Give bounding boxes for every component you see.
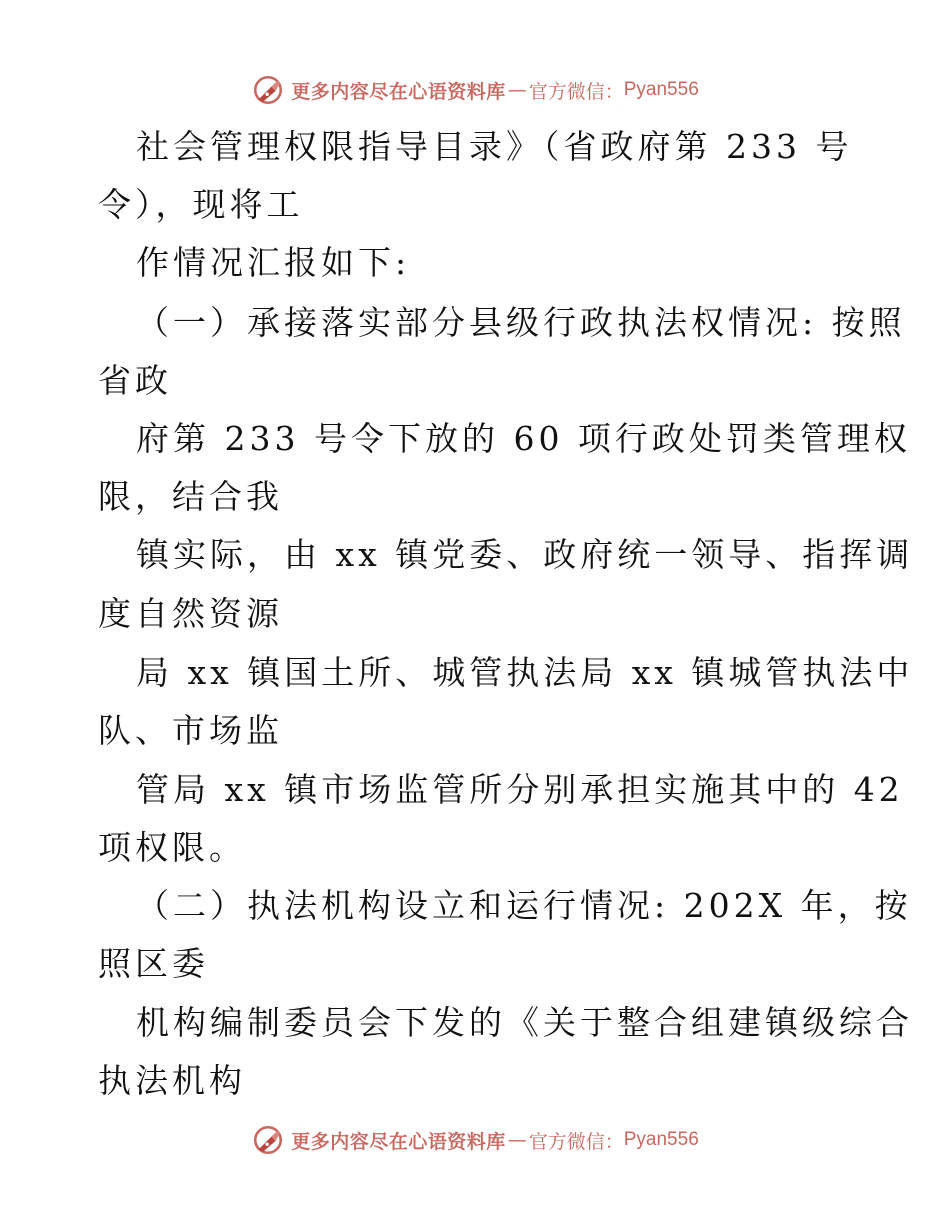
watermark-footer — [0, 1120, 950, 1160]
body-line: 队、市场监 — [98, 711, 283, 750]
watermark-header — [0, 70, 950, 110]
body-line: 镇实际，由 xx 镇党委、政府统一领导、指挥调 — [136, 535, 914, 574]
body-line: 限，结合我 — [98, 477, 283, 516]
body-line: 省政 — [98, 361, 172, 400]
pen-nib-logo-icon — [251, 73, 285, 107]
body-line: 机构编制委员会下发的《关于整合组建镇级综合 — [136, 1003, 913, 1042]
body-line: 令），现将工 — [98, 185, 304, 224]
body-line: 照区委 — [98, 944, 209, 983]
body-line: 府第 233 号令下放的 60 项行政处罚类管理权 — [136, 419, 911, 458]
body-line: 执法机构 — [98, 1061, 246, 1100]
watermark-separator: — — [507, 79, 527, 101]
watermark-account-id: Pyan556 — [623, 79, 699, 100]
body-line: 社会管理权限指导目录》（省政府第 233 号 — [136, 127, 853, 166]
pen-nib-logo-icon — [251, 1123, 285, 1157]
body-line: 局 xx 镇国土所、城管执法局 xx 镇城管执法中 — [136, 653, 914, 692]
watermark-account-label: 官方微信： — [528, 80, 624, 103]
body-line: 管局 xx 镇市场监管所分别承担实施其中的 42 — [136, 770, 904, 809]
body-line: 度自然资源 — [98, 594, 283, 633]
watermark-text: 更多内容尽在心语资料库 — [291, 1130, 506, 1153]
body-line: （一）承接落实部分县级行政执法权情况: 按照 — [136, 303, 906, 342]
body-line: 作情况汇报如下: — [136, 243, 411, 282]
watermark-text: 更多内容尽在心语资料库 — [291, 80, 506, 103]
watermark-account-id: Pyan556 — [623, 1129, 699, 1150]
body-line: 项权限。 — [98, 828, 246, 867]
watermark-account-label: 官方微信： — [528, 1130, 624, 1153]
watermark-separator: — — [507, 1129, 527, 1151]
body-line: （二）执法机构设立和运行情况: 202X 年，按 — [136, 886, 912, 925]
